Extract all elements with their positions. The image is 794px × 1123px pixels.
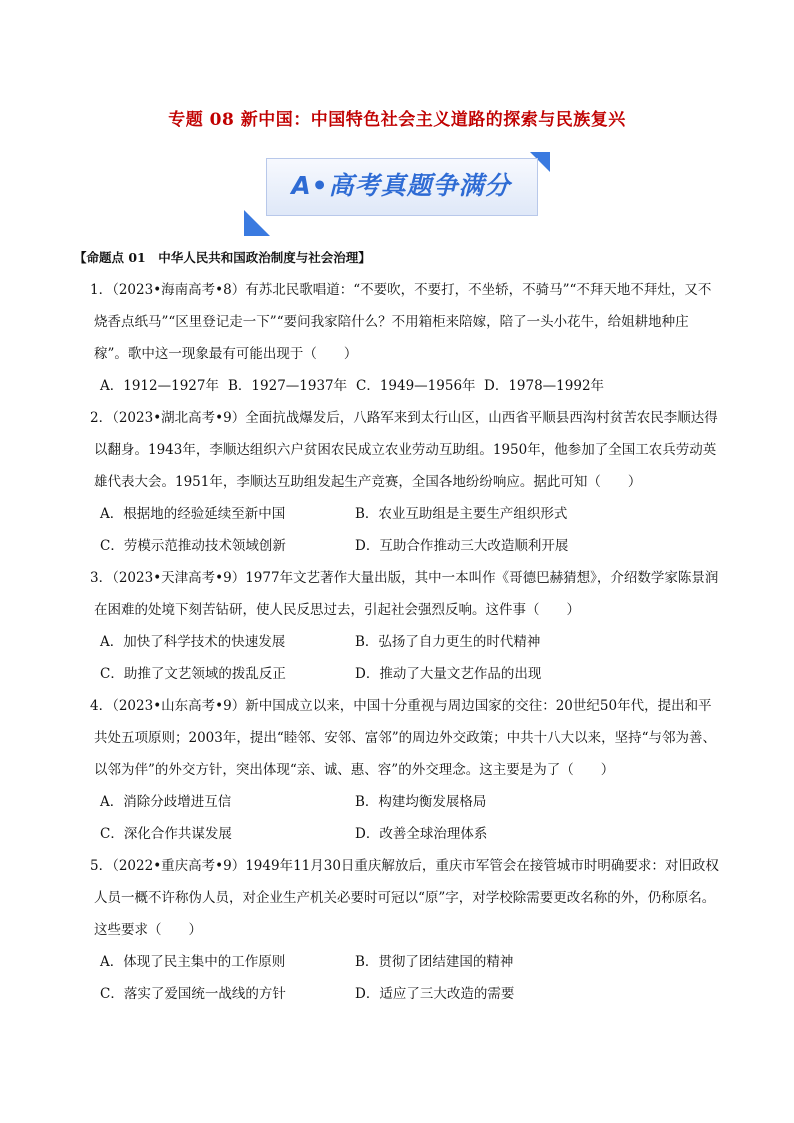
question-3 — [90, 562, 722, 690]
banner-label: A•高考真题争满分 — [291, 171, 511, 200]
question-4 — [90, 690, 722, 850]
option-d: D．改善全球治理体系 — [355, 826, 488, 842]
question-stem: 1．（2023•海南高考•8）有苏北民歌唱道：“不要吹，不要打，不坐轿，不骑马”“不拜天地不拜灶，又不烧香点纸马”“区里登记走一下”“要问我家陪什么？不用箱柜来陪嫁，陪了一头小花牛，给姐耕地种庄稼”。歌中这一现象最有可能出现于（ ） — [90, 282, 712, 362]
question-stem: 5．（2022•重庆高考•9）1949年11月30日重庆解放后，重庆市军管会在接管城市时明确要求：对旧政权人员一概不许称伪人员，对企业生产机关必要时可冠以“原”字，对学校除需要更改名称的外，仍称原名。这些要求（ ） — [90, 858, 719, 938]
option-a: A．消除分歧增进互信 — [100, 794, 232, 810]
option-c: C．助推了文艺领域的拨乱反正 — [100, 666, 286, 682]
question-list — [74, 248, 722, 1010]
options-row — [94, 946, 722, 978]
option-a: A．体现了民主集中的工作原则 — [100, 954, 286, 970]
options-row — [94, 786, 722, 818]
options-row — [94, 658, 722, 690]
option-c: C．劳模示范推动技术领域创新 — [100, 538, 286, 554]
option-c: C．深化合作共谋发展 — [100, 826, 232, 842]
option-a: A．1912—1927年 — [100, 378, 219, 394]
options-row — [94, 818, 722, 850]
options-row — [94, 370, 722, 402]
option-b: B．农业互助组是主要生产组织形式 — [355, 506, 568, 522]
question-5 — [90, 850, 722, 1010]
option-d: D．推动了大量文艺作品的出现 — [355, 666, 542, 682]
options-row — [94, 498, 722, 530]
section-banner — [244, 152, 550, 236]
question-stem: 2．（2023•湖北高考•9）全面抗战爆发后，八路军来到太行山区，山西省平顺县西沟村贫苦农民李顺达得以翻身。1943年，李顺达组织六户贫困农民成立农业劳动互助组。1950年，他参加了全国工农兵劳动英雄代表大会。1951年，李顺达互助组发起生产竞赛，全国各地纷纷响应。据此可知（ ） — [90, 410, 718, 490]
option-b: B．弘扬了自力更生的时代精神 — [355, 634, 541, 650]
option-c: C．1949—1956年 — [356, 378, 476, 394]
options-row — [94, 978, 722, 1010]
option-b: B．构建均衡发展格局 — [355, 794, 487, 810]
options-row — [94, 626, 722, 658]
option-d: D．互助合作推动三大改造顺利开展 — [355, 538, 569, 554]
option-a: A．根据地的经验延续至新中国 — [100, 506, 286, 522]
option-b: B．贯彻了团结建国的精神 — [355, 954, 514, 970]
options-row — [94, 530, 722, 562]
section-heading: 【命题点 01 中华人民共和国政治制度与社会治理】 — [74, 250, 371, 265]
question-stem: 3．（2023•天津高考•9）1977年文艺著作大量出版，其中一本叫作《哥德巴赫猜想》，介绍数学家陈景润在困难的处境下刻苦钻研，使人民反思过去，引起社会强烈反响。这件事（ ） — [90, 570, 719, 618]
question-1 — [90, 274, 722, 402]
question-2 — [90, 402, 722, 562]
option-d: D．1978—1992年 — [484, 378, 605, 394]
option-b: B．1927—1937年 — [228, 378, 348, 394]
option-d: D．适应了三大改造的需要 — [355, 986, 515, 1002]
document-title: 专题 08 新中国：中国特色社会主义道路的探索与民族复兴 — [168, 110, 626, 130]
question-stem: 4．（2023•山东高考•9）新中国成立以来，中国十分重视与周边国家的交往：20世纪50年代，提出和平共处五项原则；2003年，提出“睦邻、安邻、富邻”的周边外交政策；中共十八大以来，坚持“与邻为善、以邻为伴”的外交方针，突出体现“亲、诚、惠、容”的外交理念。这主要是为了（ ） — [90, 698, 717, 778]
option-c: C．落实了爱国统一战线的方针 — [100, 986, 286, 1002]
option-a: A．加快了科学技术的快速发展 — [100, 634, 286, 650]
